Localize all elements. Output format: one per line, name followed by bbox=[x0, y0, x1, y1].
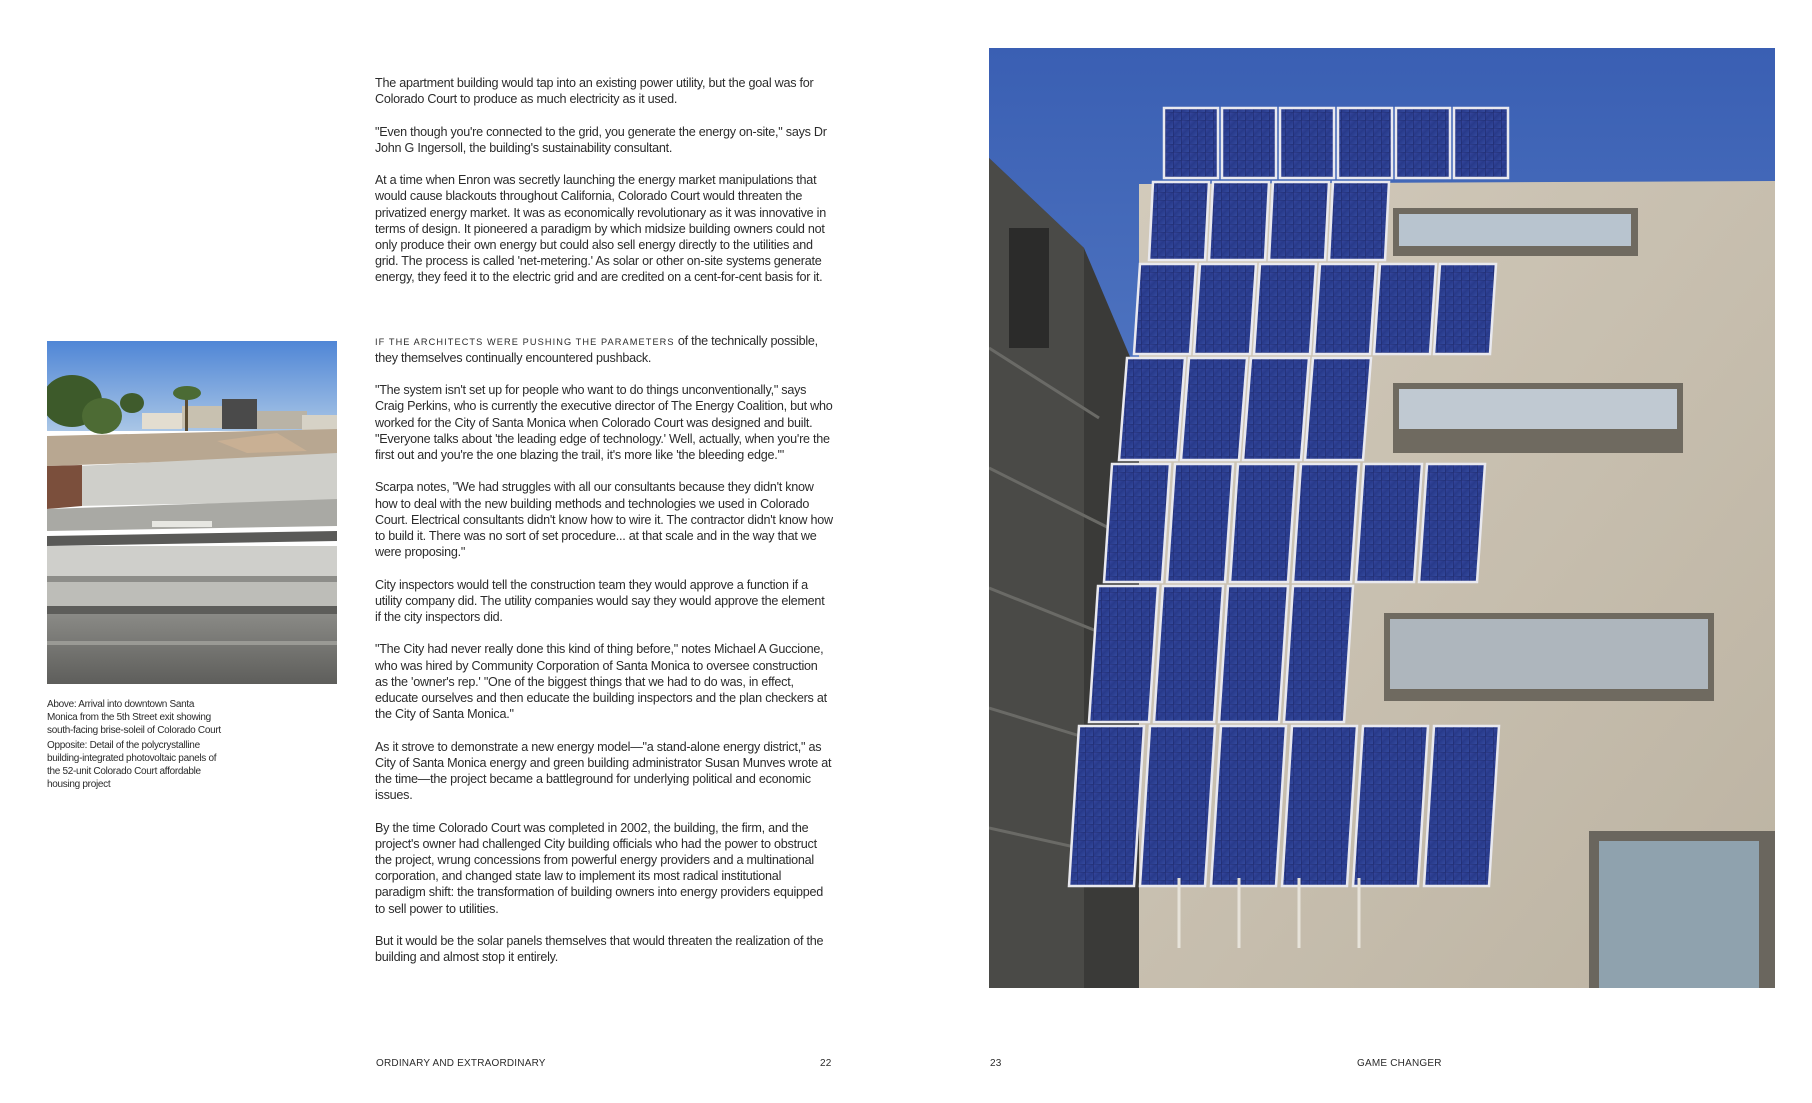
solar-panel bbox=[1338, 108, 1392, 178]
body-text-column bbox=[375, 75, 833, 982]
paragraph: As it strove to demonstrate a new energy model—"a stand-alone energy district," as City of Santa Monica energy and green building administrator Susan Munves wrote at the time—the project became a battleground for underlying political and economic issues. bbox=[375, 739, 832, 803]
solar-panel bbox=[1314, 264, 1376, 354]
paragraph: By the time Colorado Court was completed in 2002, the building, the firm, and the project's owner had challenged City building officials who had the power to obstruct the project, wrung concessions from powerful energy providers and a multinational corporation, and changed state law to implement its most radical institutional paradigm shift: the transformation of building owners into energy providers equipped to sell power to utilities. bbox=[375, 820, 824, 916]
solar-panel bbox=[1219, 586, 1288, 722]
solar-panel bbox=[1305, 358, 1371, 460]
solar-panel bbox=[1134, 264, 1196, 354]
solar-panel bbox=[1254, 264, 1316, 354]
caption-opposite: Opposite: Detail of the polycrystalline building-integrated photovoltaic panels of the 52-unit Colorado Court affordable housing project bbox=[47, 740, 217, 790]
solar-panel bbox=[1119, 358, 1185, 460]
solar-panel bbox=[1149, 182, 1209, 260]
solar-panel bbox=[1434, 264, 1496, 354]
paragraph: "Even though you're connected to the grid, you generate the energy on-site," says Dr John G Ingersoll, the building's sustainability consultant. bbox=[375, 124, 827, 155]
solar-panel bbox=[1419, 464, 1485, 582]
solar-panel bbox=[1222, 108, 1276, 178]
solar-panel bbox=[1069, 726, 1144, 886]
solar-panel bbox=[1284, 586, 1353, 722]
photo-captions bbox=[47, 698, 222, 793]
solar-panel bbox=[1194, 264, 1256, 354]
solar-facade-illustration bbox=[989, 48, 1775, 988]
paragraph: At a time when Enron was secretly launching the energy market manipulations that would cause blackouts throughout California, Colorado Court would threaten the privatized energy market. It was as economically revolutionary as it was innovative in terms of design. It pioneered a paradigm by which midsize building owners could not only produce their own energy but could also sell energy directly to the utilities and grid. The process is called 'net-metering.' As solar or other on-site systems generate energy, they feed it to the electric grid and are credited on a cent-for-cent basis for it. bbox=[375, 173, 826, 285]
solar-panel bbox=[1356, 464, 1422, 582]
street-view-illustration bbox=[47, 341, 337, 684]
solar-panel bbox=[1243, 358, 1309, 460]
section-lead-rest: of the technically possible, they themselves continually encountered pushback. bbox=[375, 333, 818, 365]
footer-left-title: ORDINARY AND EXTRAORDINARY bbox=[376, 1058, 546, 1069]
solar-panel bbox=[1154, 586, 1223, 722]
solar-panel bbox=[1374, 264, 1436, 354]
paragraph: "The City had never really done this kind of thing before," notes Michael A Guccione, who was hired by Community Corporation of Santa Monica to oversee construction as the 'owner's rep.' "One of the biggest things that we had to do was, in effect, educate ourselves and then educate the building inspectors and the plan checkers at the City of Santa Monica." bbox=[375, 642, 827, 722]
solar-panel bbox=[1209, 182, 1269, 260]
solar-panel bbox=[1329, 182, 1389, 260]
street-view-photo bbox=[47, 341, 337, 684]
caption-above: Above: Arrival into downtown Santa Monica from the 5th Street exit showing south-facing brise-soleil of Colorado Court bbox=[47, 699, 221, 736]
page-number-left: 22 bbox=[820, 1058, 832, 1069]
paragraph: "The system isn't set up for people who want to do things unconventionally," says Craig Perkins, who is currently the executive director of The Energy Coalition, but who worked for the City of Santa Monica when Colorado Court was designed and built. "Everyone talks about 'the leading edge of technology.' Well, actually, when you're the first out and you're the one blazing the trail, it's more like 'the bleeding edge.'" bbox=[375, 383, 833, 463]
solar-facade-photo bbox=[989, 48, 1775, 988]
solar-panel bbox=[1454, 108, 1508, 178]
footer-right-title: GAME CHANGER bbox=[1357, 1058, 1442, 1069]
solar-panel bbox=[1164, 108, 1218, 178]
solar-panel bbox=[1181, 358, 1247, 460]
solar-panel bbox=[1282, 726, 1357, 886]
solar-panel bbox=[1424, 726, 1499, 886]
section-lead-paragraph bbox=[375, 333, 833, 366]
page-number-right: 23 bbox=[990, 1058, 1002, 1069]
solar-panel bbox=[1353, 726, 1428, 886]
paragraph: The apartment building would tap into an existing power utility, but the goal was for Colorado Court to produce as much electricity as it used. bbox=[375, 76, 814, 107]
solar-panel bbox=[1269, 182, 1329, 260]
solar-panel bbox=[1280, 108, 1334, 178]
paragraph: Scarpa notes, "We had struggles with all our consultants because they didn't know how to deal with the new building methods and technologies we used in Colorado Court. Electrical consultants didn't know how to wire it. The contractor didn't know how to build it. There was no sort of set procedure... at that scale and in the way that we were proposing." bbox=[375, 480, 833, 560]
solar-panel bbox=[1293, 464, 1359, 582]
solar-panel bbox=[1396, 108, 1450, 178]
solar-panel bbox=[1104, 464, 1170, 582]
paragraph: City inspectors would tell the construction team they would approve a function if a utility company did. The utility companies would say they would approve the element if the city inspectors did. bbox=[375, 577, 825, 625]
paragraph: But it would be the solar panels themselves that would threaten the realization of the building and almost stop it entirely. bbox=[375, 934, 824, 965]
solar-panel bbox=[1140, 726, 1215, 886]
solar-panel bbox=[1089, 586, 1158, 722]
section-lead-smallcaps: IF THE ARCHITECTS WERE PUSHING THE PARAMETERS bbox=[375, 336, 675, 347]
solar-panel bbox=[1167, 464, 1233, 582]
solar-panel bbox=[1230, 464, 1296, 582]
solar-panel bbox=[1211, 726, 1286, 886]
